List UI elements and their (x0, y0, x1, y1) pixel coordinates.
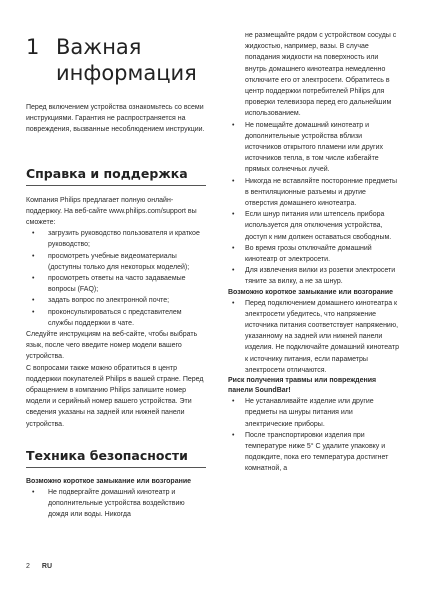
list-item: • Не помещайте домашний кинотеатр и дополнительные устройства вблизи источников открытого пламени или других источников тепла, в том числе избегайте прямых солнечных лучей. (228, 120, 400, 176)
page-footer (26, 563, 52, 570)
left-column (26, 30, 206, 520)
list-item: • Если шнур питания или штепсель прибора используется для отключения устройства, доступ к ним должен оставаться свободным. (228, 209, 400, 243)
safety-subheading-injury: Риск получения травмы или повреждения панели SoundBar! (228, 377, 377, 395)
list-item: • Для извлечения вилки из розетки электросети тяните за вилку, а не за шнур. (228, 265, 400, 287)
list-item: • Во время грозы отключайте домашний кинотеатр от электросети. (228, 243, 400, 265)
safety-item-continuation: не размещайте рядом с устройством сосуды с жидкостью, например, вазы. В случае попадания жидкости на поверхность или внутрь домашнего кинотеатра немедленно отключите его от электросети. Обратитесь в центр поддержки потребителей Philips для проверки телевизора перед его дальнейшим использованием. (245, 32, 397, 118)
list-item: • загрузить руководство пользователя и краткое руководство; (26, 228, 206, 250)
safety-list-left (26, 487, 206, 521)
chapter-heading (26, 34, 206, 86)
help-heading: Справка и поддержка (26, 166, 206, 186)
page-number: 2 (26, 563, 30, 570)
intro-paragraph: Перед включением устройства ознакомьтесь со всеми инструкциями. Гарантия не распространяется на повреждения, вызванные несоблюдением инструкции. (26, 104, 205, 134)
help-paragraph-contact: С вопросами также можно обратиться в центр поддержки покупателей Philips в вашей стране. Перед обращением в компанию Philips запишите номер модели и серийный номер вашего устройства. Эти сведения указаны на задней или нижней панели устройства. (26, 364, 204, 428)
safety-list-injury (228, 396, 400, 474)
list-item: • Не устанавливайте изделие или другие предметы на шнуры питания или электрические приборы. (228, 396, 400, 430)
list-item: • просмотреть учебные видеоматериалы (доступны только для некоторых моделей); (26, 251, 206, 273)
list-item: • проконсультироваться с представителем службы поддержки в чате. (26, 307, 206, 329)
list-item: • Перед подключением домашнего кинотеатра к электросети убедитесь, что напряжение источника питания соответствует напряжению, указанному на задней или нижней панели изделия. Не подключайте домашний кинотеатр к источнику питания, если параметры электросети отличаются. (228, 298, 400, 376)
list-item: • просмотреть ответы на часто задаваемые вопросы (FAQ); (26, 273, 206, 295)
help-lead: Компания Philips предлагает полную онлайн-поддержку. На веб-сайте www.philips.com/support вы сможете: (26, 196, 197, 227)
help-list (26, 228, 206, 329)
safety-list-right (228, 120, 400, 288)
right-column (228, 30, 400, 475)
safety-heading: Техника безопасности (26, 448, 206, 468)
chapter-number: 1 (26, 35, 40, 59)
list-item: • Никогда не вставляйте посторонние предметы в вентиляционные разъемы и другие отверстия домашнего кинотеатра. (228, 176, 400, 210)
list-item: • задать вопрос по электронной почте; (26, 295, 206, 306)
safety-subheading-short-circuit: Возможно короткое замыкание или возгорание (26, 477, 192, 485)
help-paragraph-website: Следуйте инструкциям на веб-сайте, чтобы выбрать язык, после чего введите номер модели вашего устройства. (26, 331, 198, 361)
safety-subheading-power: Возможно короткое замыкание или возгорание (228, 288, 394, 296)
chapter-title: Важная информация (56, 35, 197, 85)
safety-list-power (228, 298, 400, 376)
list-item: • Не подвергайте домашний кинотеатр и дополнительные устройства воздействию дождя или воды. Никогда (26, 487, 206, 521)
list-item: • После транспортировки изделия при температуре ниже 5° C удалите упаковку и подождите, пока его температура достигнет комнатной, а (228, 430, 400, 475)
language-code: RU (41, 563, 53, 570)
